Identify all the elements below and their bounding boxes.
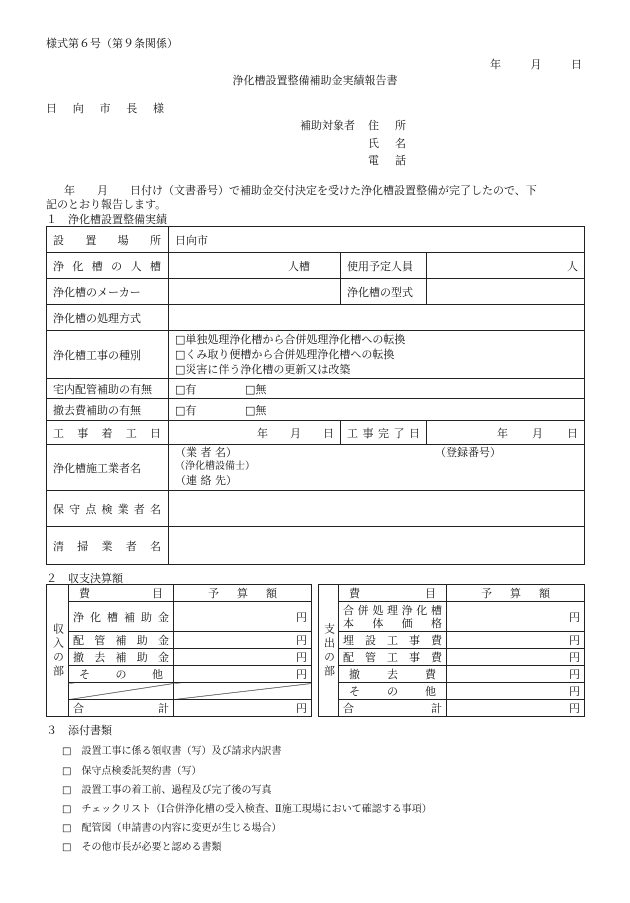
label-char: 理	[386, 603, 398, 617]
label-char: 所	[395, 119, 406, 132]
label-char: 管	[365, 651, 376, 664]
label-char: 処	[372, 603, 384, 617]
work-type-option[interactable]: □くみ取り便槽から合併処理浄化槽への転換	[175, 348, 395, 361]
section1-heading: １ 浄化槽設置整備実績	[46, 213, 167, 226]
income-total-amount[interactable]: 円	[174, 700, 312, 717]
section3-heading: ３ 添付書類	[46, 724, 112, 737]
expense-item	[339, 683, 447, 700]
label-char: 化	[72, 259, 84, 273]
date-day: 日	[567, 426, 578, 440]
cleaner-value[interactable]	[169, 527, 585, 565]
label-char: 助	[136, 651, 148, 664]
label-char: 助	[136, 634, 148, 647]
cleaner-label	[47, 527, 169, 565]
label-char: 槽	[430, 603, 442, 617]
label-char: 埋	[343, 634, 354, 647]
date-day: 日	[571, 58, 582, 71]
label-char: 撤	[349, 668, 360, 681]
blank-cell	[174, 683, 312, 700]
intro-line-2: 記のとおり報告します。	[46, 198, 167, 211]
applicant-address-label	[368, 117, 406, 133]
income-col-budget	[174, 585, 312, 602]
attachment-item[interactable]: □ 保守点検委託契約書（写）	[62, 766, 202, 777]
label-char: 守	[69, 502, 81, 516]
label-char: 業	[117, 502, 129, 516]
expense-item	[339, 649, 447, 666]
addressee-char: 様	[153, 102, 164, 115]
label-char: の	[115, 668, 127, 681]
label-char: 補	[115, 634, 127, 647]
label-char: 槽	[91, 259, 103, 273]
income-item	[69, 649, 174, 666]
label-char: 費	[431, 634, 442, 647]
page-title: 浄化槽設置整備補助金実績報告書	[232, 74, 398, 87]
label-char: 化	[416, 603, 428, 617]
label-char: 金	[158, 610, 169, 624]
label-char: 氏	[368, 137, 379, 150]
label-char: 計	[431, 702, 442, 715]
expense-item	[339, 632, 447, 649]
work-type-label: 浄化槽工事の種別	[47, 331, 169, 379]
expense-col-budget	[447, 585, 585, 602]
model-value[interactable]	[427, 279, 585, 305]
start-date-value[interactable]	[169, 421, 341, 445]
results-table	[46, 226, 585, 565]
label-char: 目	[152, 587, 163, 600]
label-char: 浄	[73, 610, 84, 624]
label-char: 設	[53, 233, 64, 247]
date-year: 年	[257, 426, 268, 440]
label-char: 名	[395, 137, 406, 150]
house-pipe-yes[interactable]: □有	[175, 382, 197, 396]
house-pipe-options	[169, 379, 585, 399]
label-char: 計	[158, 702, 169, 715]
label-char: 格	[430, 616, 442, 630]
label-char: 掃	[77, 539, 89, 553]
applicant-phone-label	[368, 152, 406, 168]
label-char: そ	[79, 668, 90, 681]
label-char: 日	[409, 426, 420, 440]
label-char: 者	[125, 539, 137, 553]
income-item	[69, 632, 174, 649]
label-char: 工	[125, 426, 137, 440]
location-label	[47, 227, 169, 253]
label-char: 工	[347, 426, 358, 440]
income-amount[interactable]: 円	[174, 649, 312, 666]
label-char: 費	[431, 651, 442, 664]
label-char: 名	[149, 502, 161, 516]
addressee-char: 市	[99, 102, 111, 115]
label-char: 検	[101, 502, 113, 516]
budget-table	[46, 584, 585, 717]
label-char: 電	[368, 154, 379, 167]
addressee-char: 向	[72, 102, 84, 115]
label-char: 所	[149, 233, 161, 247]
date-month: 月	[532, 426, 543, 440]
label-char: 配	[343, 651, 354, 664]
contractor-contact-label: （連 絡 先）	[175, 474, 237, 487]
intro-line-1: 年 月 日付け（文書番号）で補助金交付決定を受けた浄化槽設置整備が完了したので、下	[64, 184, 537, 197]
expense-item	[339, 602, 447, 632]
label-char: 槽	[149, 259, 161, 273]
applicant-name-label	[368, 135, 406, 151]
label-char: 合	[343, 603, 354, 617]
label-char: 浄	[401, 603, 413, 617]
contractor-tech-label: （浄化槽設備士）	[175, 461, 255, 472]
label-char: 助	[141, 610, 152, 624]
expense-amount[interactable]: 円	[447, 649, 585, 666]
contractor-label: 浄化槽施工業者名	[47, 445, 169, 491]
date-line	[490, 56, 582, 72]
end-date-label	[341, 421, 427, 445]
label-char: 体	[372, 616, 384, 630]
label-char: 補	[124, 610, 135, 624]
label-char: 合	[73, 702, 84, 715]
label-char: 費	[79, 587, 90, 600]
label-char: 浄	[53, 259, 64, 273]
date-month: 月	[530, 58, 542, 71]
contractor-name-label: （業 者 名）	[175, 446, 237, 459]
expense-amount[interactable]: 円	[447, 632, 585, 649]
income-total-label	[69, 700, 174, 717]
method-label: 浄化槽の処理方式	[47, 305, 169, 331]
form-number: 様式第６号（第９条関係）	[46, 37, 178, 50]
maker-value[interactable]	[169, 279, 341, 305]
label-char: 予	[481, 587, 492, 600]
label-char: 話	[395, 154, 406, 167]
start-date-label	[47, 421, 169, 445]
label-char: 工	[53, 426, 64, 440]
expense-total-label	[339, 700, 447, 717]
house-pipe-label: 宅内配管補助の有無	[47, 379, 169, 399]
label-char: 金	[158, 651, 169, 664]
label-char: 去	[387, 668, 398, 681]
label-char: 撤	[73, 651, 84, 664]
label-char: 化	[90, 610, 101, 624]
capacity-label	[47, 253, 169, 279]
attachment-item[interactable]: □ その他市長が必要と認める書類	[62, 842, 222, 853]
expense-amount[interactable]: 円	[447, 602, 585, 632]
label-char: 費	[349, 587, 360, 600]
label-char: 価	[401, 616, 413, 630]
label-char: 額	[266, 587, 277, 600]
label-char: 目	[425, 587, 436, 600]
house-pipe-no[interactable]: □無	[245, 382, 267, 396]
addressee-char: 日	[46, 102, 57, 115]
label-char: 工	[387, 651, 398, 664]
income-amount[interactable]: 円	[174, 666, 312, 683]
label-char: 他	[425, 685, 436, 698]
label-char: 日	[150, 426, 161, 440]
label-char: 他	[152, 668, 163, 681]
attachment-item[interactable]: □ 配管図（申請書の内容に変更が生じる場合）	[62, 823, 282, 834]
date-day: 日	[323, 426, 334, 440]
label-char: 事	[409, 634, 420, 647]
income-amount[interactable]: 円	[174, 632, 312, 649]
expense-item	[339, 666, 447, 683]
income-item	[69, 602, 174, 632]
label-char: の	[387, 685, 398, 698]
removal-label: 撤去費補助の有無	[47, 399, 169, 421]
label-char: 去	[94, 651, 106, 664]
model-label: 浄化槽の型式	[341, 279, 427, 305]
contractor-value[interactable]	[169, 445, 585, 491]
label-char: 事	[409, 651, 420, 664]
work-type-options	[169, 331, 585, 379]
label-char: 工	[387, 634, 398, 647]
label-char: 金	[158, 634, 169, 647]
expense-total-amount[interactable]: 円	[447, 700, 585, 717]
planned-users-value[interactable]: 人	[427, 253, 585, 279]
label-char: 業	[101, 539, 113, 553]
inspector-label	[47, 491, 169, 527]
date-year: 年	[497, 426, 508, 440]
work-type-option[interactable]: □災害に伴う浄化槽の更新又は改築	[175, 363, 351, 376]
label-char: 槽	[107, 610, 118, 624]
end-date-value[interactable]	[427, 421, 585, 445]
date-month: 月	[290, 426, 301, 440]
removal-options	[169, 399, 585, 421]
label-char: 予	[208, 587, 219, 600]
label-char: 了	[393, 426, 405, 440]
label-char: 事	[362, 426, 374, 440]
label-char: 保	[53, 502, 64, 516]
section2-heading: ２ 収支決算額	[46, 572, 123, 585]
attachment-item[interactable]: □ 設置工事の着工前、過程及び完了後の写真	[62, 785, 272, 796]
expense-amount[interactable]: 円	[447, 666, 585, 683]
removal-no[interactable]: □無	[245, 403, 267, 417]
expense-amount[interactable]: 円	[447, 683, 585, 700]
label-char: 本	[343, 616, 354, 630]
addressee-char: 長	[126, 102, 138, 115]
capacity-value[interactable]: 人槽	[169, 253, 341, 279]
income-item	[69, 666, 174, 683]
date-year: 年	[490, 58, 501, 71]
label-char: の	[111, 259, 123, 273]
attachment-item[interactable]: □ チェックリスト（Ⅰ合併浄化槽の受入検査、Ⅱ施工現場において確認する事項）	[62, 804, 432, 815]
label-char: 清	[53, 539, 64, 553]
label-char: 設	[365, 634, 376, 647]
label-char: 管	[94, 634, 106, 647]
label-char: 住	[368, 119, 379, 132]
method-value[interactable]	[169, 305, 585, 331]
label-char: 併	[357, 603, 369, 617]
label-char: 算	[510, 587, 521, 600]
label-char: 着	[101, 426, 113, 440]
label-char: 者	[133, 502, 145, 516]
label-char: 事	[77, 426, 89, 440]
label-char: そ	[349, 685, 360, 698]
income-label: 収入の部	[47, 585, 69, 717]
label-char: 合	[343, 702, 354, 715]
income-amount[interactable]: 円	[174, 602, 312, 632]
planned-users-label: 使用予定人員	[341, 253, 427, 279]
label-char: 完	[378, 426, 389, 440]
work-type-option[interactable]: □単独処理浄化槽から合併処理浄化槽への転換	[175, 333, 406, 346]
attachment-item[interactable]: □ 設置工事に係る領収書（写）及び請求内訳書	[62, 746, 282, 757]
label-char: 配	[73, 634, 84, 647]
addressee	[46, 100, 164, 116]
label-char: 算	[237, 587, 248, 600]
blank-cell	[69, 683, 174, 700]
label-char: 場	[117, 233, 129, 247]
table-gap	[312, 585, 319, 717]
label-char: 点	[85, 502, 97, 516]
label-char: 額	[539, 587, 550, 600]
removal-yes[interactable]: □有	[175, 403, 197, 417]
label-char: 置	[85, 233, 97, 247]
expense-label: 支出の部	[319, 585, 339, 717]
expense-col-item	[339, 585, 447, 602]
location-value[interactable]: 日向市	[169, 227, 585, 253]
label-char: 費	[425, 668, 436, 681]
inspector-value[interactable]	[169, 491, 585, 527]
applicant-label: 補助対象者	[300, 119, 355, 132]
label-char: 補	[115, 651, 127, 664]
income-col-item	[69, 585, 174, 602]
label-char: 人	[130, 259, 142, 273]
maker-label: 浄化槽のメーカー	[47, 279, 169, 305]
contractor-reg-label: （登録番号）	[435, 446, 501, 459]
label-char: 名	[150, 539, 161, 553]
